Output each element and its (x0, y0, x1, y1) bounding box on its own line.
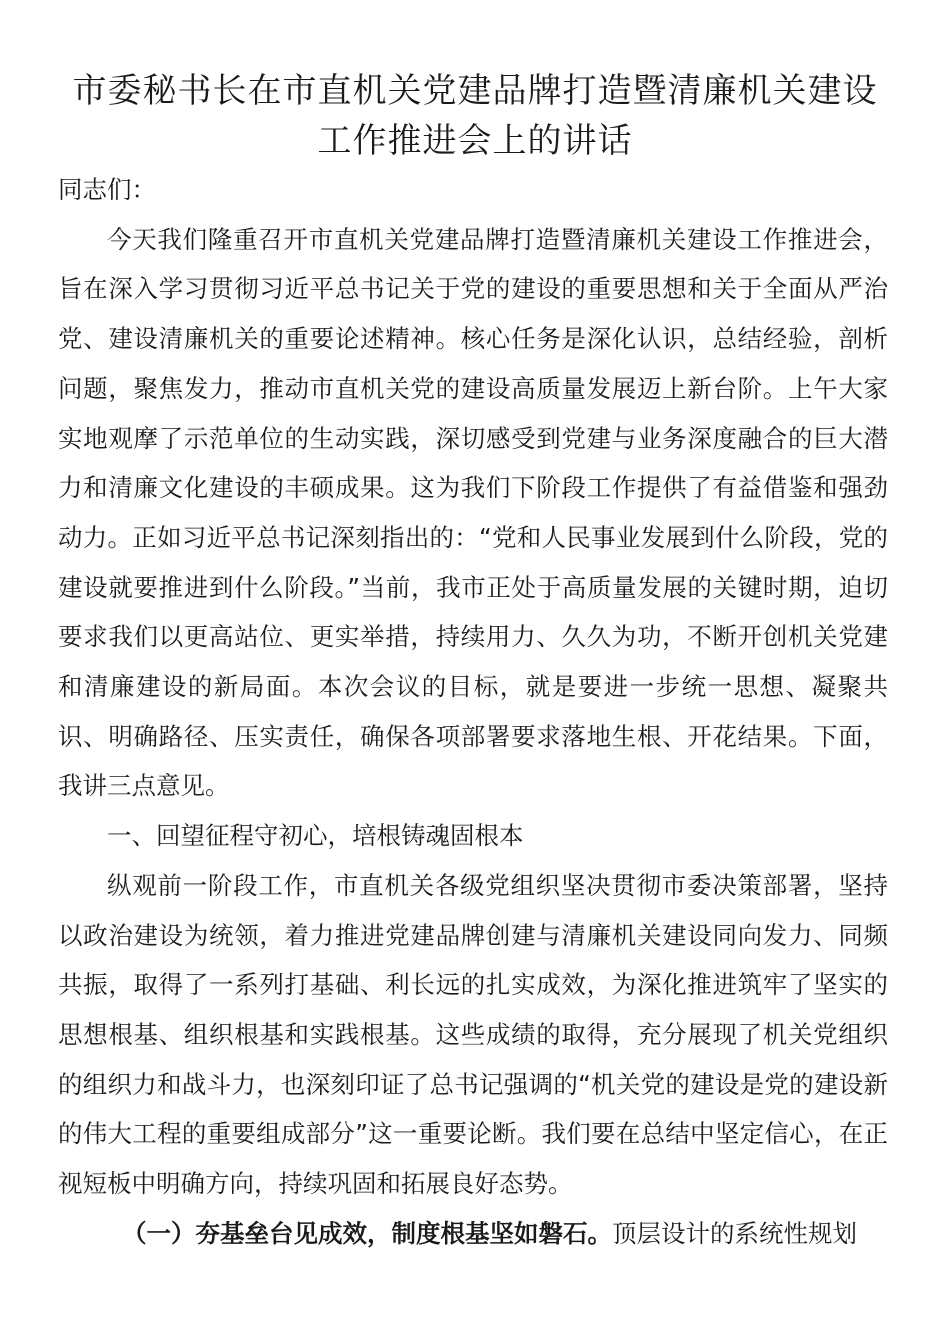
paragraph-review: 纵观前一阶段工作，市直机关各级党组织坚决贯彻市委决策部署，坚持以政治建设为统领，着力推进党建品牌创建与清廉机关建设同向发力、同频共振，取得了一系列打基础、利长远的扎实成效，为深化推进筑牢了坚实的思想根基、组织根基和实践根基。这些成绩的取得，充分展现了机关党组织的组织力和战斗力，也深刻印证了总书记强调的“机关党的建设是党的建设新的伟大工程的重要组成部分”这一重要论断。我们要在总结中坚定信心，在正视短板中明确方向，持续巩固和拓展良好态势。 (58, 870, 888, 1199)
subsection-1-text: 顶层设计的系统性规划 (612, 1218, 857, 1248)
section-heading-1: 一、回望征程守初心，培根铸魂固根本 (107, 821, 524, 851)
speech-body (58, 165, 888, 1258)
paragraph-intro: 今天我们隆重召开市直机关党建品牌打造暨清廉机关建设工作推进会，旨在深入学习贯彻习近平总书记关于党的建设的重要思想和关于全面从严治党、建设清廉机关的重要论述精神。核心任务是深化认识，总结经验，剖析问题，聚焦发力，推动市直机关党的建设高质量发展迈上新台阶。上午大家实地观摩了示范单位的生动实践，深切感受到党建与业务深度融合的巨大潜力和清廉文化建设的丰硕成果。这为我们下阶段工作提供了有益借鉴和强劲动力。正如习近平总书记深刻指出的：“党和人民事业发展到什么阶段，党的建设就要推进到什么阶段。”当前，我市正处于高质量发展的关键时期，迫切要求我们以更高站位、更实举措，持续用力、久久为功，不断开创机关党建和清廉建设的新局面。本次会议的目标，就是要进一步统一思想、凝聚共识、明确路径、压实责任，确保各项部署要求落地生根、开花结果。下面，我讲三点意见。 (58, 224, 888, 801)
title-line-2: 工作推进会上的讲话 (317, 121, 633, 161)
subsection-1-heading: （一）夯基垒台见成效，制度根基坚如磐石。 (122, 1218, 612, 1248)
subsection-1 (58, 1209, 888, 1259)
title-line-1: 市委秘书长在市直机关党建品牌打造暨清廉机关建设 (72, 71, 878, 111)
salutation: 同志们： (58, 175, 156, 204)
